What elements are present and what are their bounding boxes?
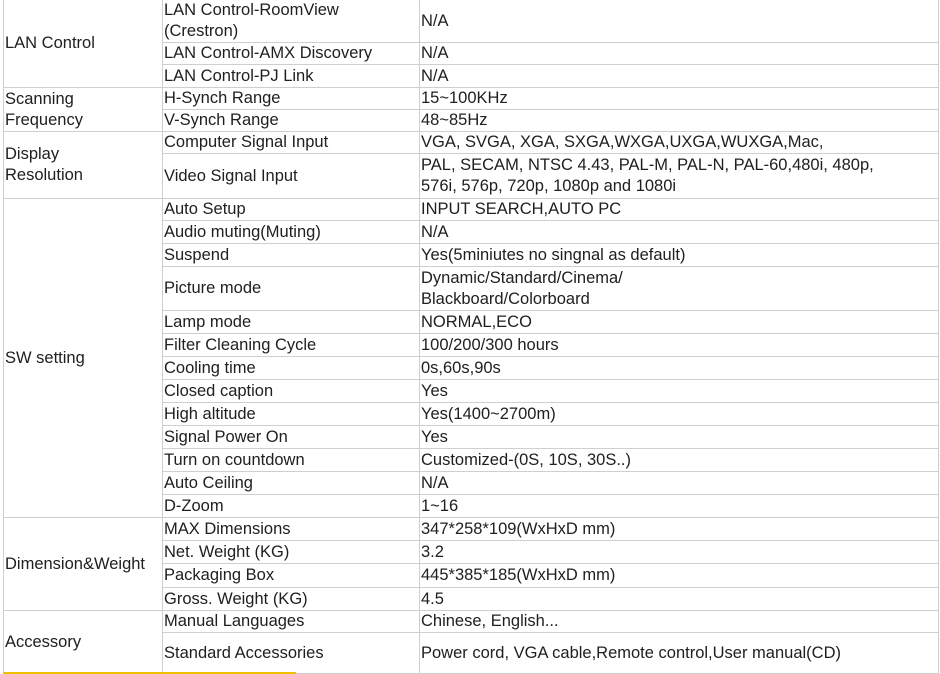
table-row <box>4 132 939 154</box>
spec-label-cell: High altitude <box>163 403 420 426</box>
spec-label-cell: Computer Signal Input <box>163 132 420 154</box>
spec-value-cell: Power cord, VGA cable,Remote control,User manual(CD) <box>420 633 939 674</box>
spec-label-cell: Audio muting(Muting) <box>163 221 420 244</box>
group-name-cell: LAN Control <box>4 0 163 88</box>
spec-value-cell: 15~100KHz <box>420 88 939 110</box>
spec-value-cell: NORMAL,ECO <box>420 311 939 334</box>
spec-label-cell: D-Zoom <box>163 495 420 518</box>
group-name-cell: Display Resolution <box>4 132 163 199</box>
spec-label-cell: H-Synch Range <box>163 88 420 110</box>
spec-value-cell: 1~16 <box>420 495 939 518</box>
spec-value-cell: 0s,60s,90s <box>420 357 939 380</box>
spec-label-cell: Picture mode <box>163 267 420 311</box>
spec-label-cell: Standard Accessories <box>163 633 420 674</box>
spec-label-cell: Lamp mode <box>163 311 420 334</box>
spec-label-cell: Turn on countdown <box>163 449 420 472</box>
spec-label-cell: Video Signal Input <box>163 154 420 199</box>
spec-value-cell: 347*258*109(WxHxD mm) <box>420 518 939 541</box>
spec-label-cell: Signal Power On <box>163 426 420 449</box>
spec-value-cell: Dynamic/Standard/Cinema/ Blackboard/Colorboard <box>420 267 939 311</box>
spec-value-cell: Yes <box>420 426 939 449</box>
spec-value-cell: 4.5 <box>420 588 939 611</box>
spec-label-cell: MAX Dimensions <box>163 518 420 541</box>
group-name-cell: SW setting <box>4 199 163 518</box>
spec-value-cell: Yes(1400~2700m) <box>420 403 939 426</box>
spec-label-cell: Auto Setup <box>163 199 420 221</box>
spec-table-body <box>4 0 939 674</box>
spec-value-cell: Yes(5miniutes no singnal as default) <box>420 244 939 267</box>
spec-label-cell: Auto Ceiling <box>163 472 420 495</box>
spec-value-cell: N/A <box>420 65 939 88</box>
spec-label-cell: Gross. Weight (KG) <box>163 588 420 611</box>
spec-label-cell: LAN Control-PJ Link <box>163 65 420 88</box>
table-row <box>4 0 939 43</box>
group-name-cell: Dimension&Weight <box>4 518 163 611</box>
spec-value-cell: Chinese, English... <box>420 611 939 633</box>
spec-label-cell: Suspend <box>163 244 420 267</box>
group-name-cell: Accessory <box>4 611 163 674</box>
spec-label-cell: Closed caption <box>163 380 420 403</box>
table-row <box>4 199 939 221</box>
spec-value-cell: N/A <box>420 472 939 495</box>
spec-value-cell: Yes <box>420 380 939 403</box>
spec-label-cell: Manual Languages <box>163 611 420 633</box>
spec-value-cell: INPUT SEARCH,AUTO PC <box>420 199 939 221</box>
table-row <box>4 88 939 110</box>
spec-table <box>3 0 939 674</box>
spec-value-cell: 100/200/300 hours <box>420 334 939 357</box>
spec-value-cell: Customized-(0S, 10S, 30S..) <box>420 449 939 472</box>
spec-value-cell: PAL, SECAM, NTSC 4.43, PAL-M, PAL-N, PAL-60,480i, 480p, 576i, 576p, 720p, 1080p and 1080i <box>420 154 939 199</box>
spec-value-cell: VGA, SVGA, XGA, SXGA,WXGA,UXGA,WUXGA,Mac, <box>420 132 939 154</box>
spec-label-cell: Packaging Box <box>163 564 420 588</box>
spec-value-cell: 445*385*185(WxHxD mm) <box>420 564 939 588</box>
table-row <box>4 611 939 633</box>
spec-value-cell: 48~85Hz <box>420 110 939 132</box>
spec-label-cell: Cooling time <box>163 357 420 380</box>
spec-value-cell: N/A <box>420 43 939 65</box>
spec-label-cell: V-Synch Range <box>163 110 420 132</box>
spec-label-cell: Filter Cleaning Cycle <box>163 334 420 357</box>
spec-value-cell: N/A <box>420 221 939 244</box>
group-name-cell: Scanning Frequency <box>4 88 163 132</box>
table-row <box>4 518 939 541</box>
spec-label-cell: Net. Weight (KG) <box>163 541 420 564</box>
spec-label-cell: LAN Control-AMX Discovery <box>163 43 420 65</box>
spec-label-cell: LAN Control-RoomView (Crestron) <box>163 0 420 43</box>
spec-value-cell: 3.2 <box>420 541 939 564</box>
spec-value-cell: N/A <box>420 0 939 43</box>
